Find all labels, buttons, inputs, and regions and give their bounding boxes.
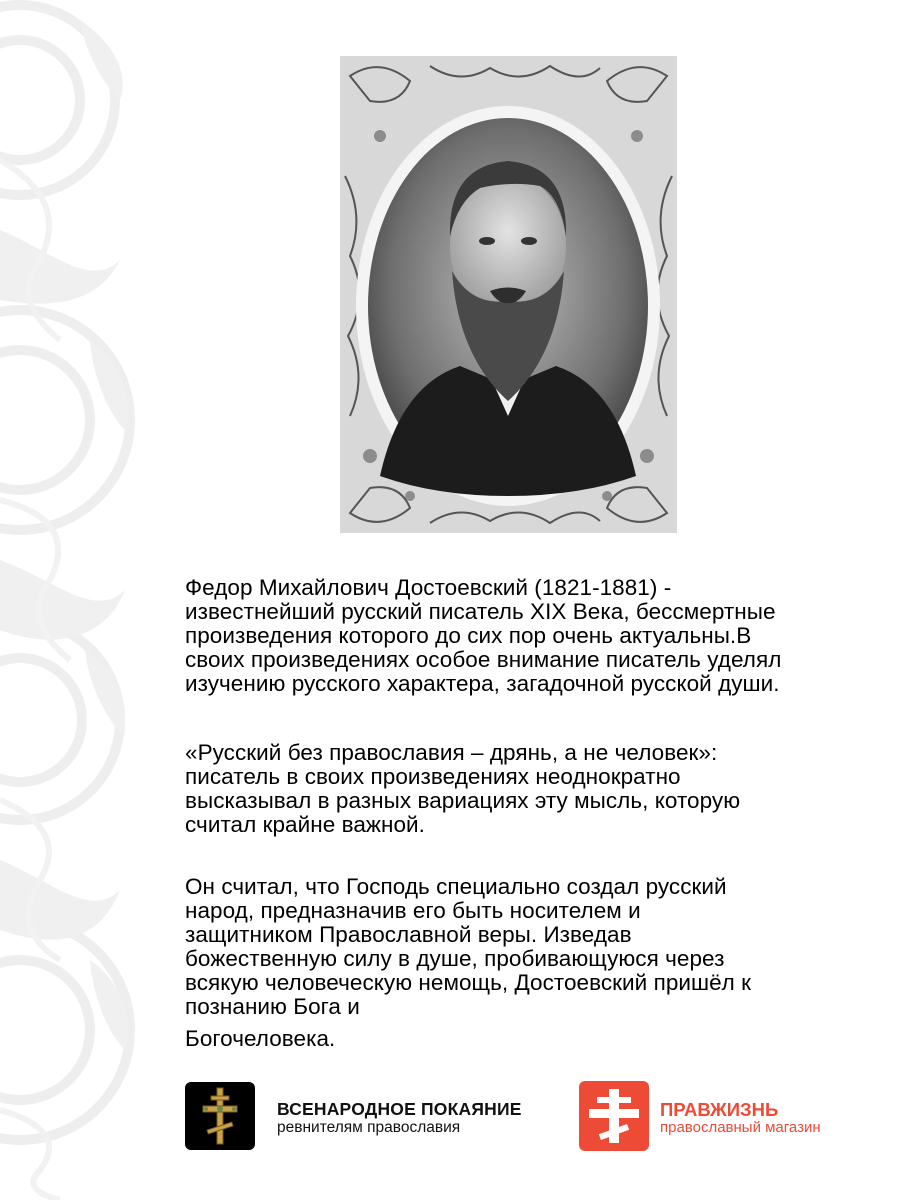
- brand-right-subtitle: православный магазин: [660, 1119, 821, 1136]
- text-line: народ, предназначив его быть носителем и: [185, 898, 641, 923]
- text-line: «Русский без православия – дрянь, а не человек»:: [185, 740, 718, 765]
- brand-left-title[interactable]: ВСЕНАРОДНОЕ ПОКАЯНИЕ: [277, 1099, 522, 1119]
- text-line: познанию Бога и: [185, 994, 360, 1019]
- paragraph-belief-tail: [185, 1027, 865, 1051]
- paragraph-belief: [185, 875, 865, 1019]
- text-line: Богочеловека.: [185, 1026, 336, 1051]
- text-line: высказывал в разных вариациях эту мысль, которую: [185, 788, 741, 813]
- cross-logo-icon[interactable]: [579, 1081, 649, 1151]
- brand-left-subtitle: ревнителям православия: [277, 1119, 461, 1136]
- orthodox-cross-icon[interactable]: [185, 1082, 255, 1150]
- text-line: писатель в своих произведениях неоднократно: [185, 764, 681, 789]
- text-line: произведения которого до сих пор очень актуальны.В: [185, 623, 752, 648]
- text-line: своих произведениях особое внимание писатель уделял: [185, 647, 782, 672]
- brand-right-title[interactable]: ПРАВЖИЗНЬ: [660, 1099, 779, 1120]
- text-line: защитником Православной веры. Изведав: [185, 922, 632, 947]
- text-line: Он считал, что Господь специально создал русский: [185, 874, 727, 899]
- text-line: изучению русского характера, загадочной русской души.: [185, 671, 780, 696]
- portrait-photo: [340, 56, 677, 533]
- paragraph-quote: [185, 741, 865, 837]
- text-line: известнейший русский писатель XIX Века, бессмертные: [185, 599, 776, 624]
- text-line: всякую человеческую немощь, Достоевский пришёл к: [185, 970, 752, 995]
- paragraph-intro: [185, 576, 865, 696]
- text-line: божественную силу в душе, пробивающуюся через: [185, 946, 725, 971]
- text-line: Федор Михайлович Достоевский (1821-1881) -: [185, 575, 672, 600]
- ornament-border-decoration: [0, 0, 140, 1200]
- text-line: считал крайне важной.: [185, 812, 425, 837]
